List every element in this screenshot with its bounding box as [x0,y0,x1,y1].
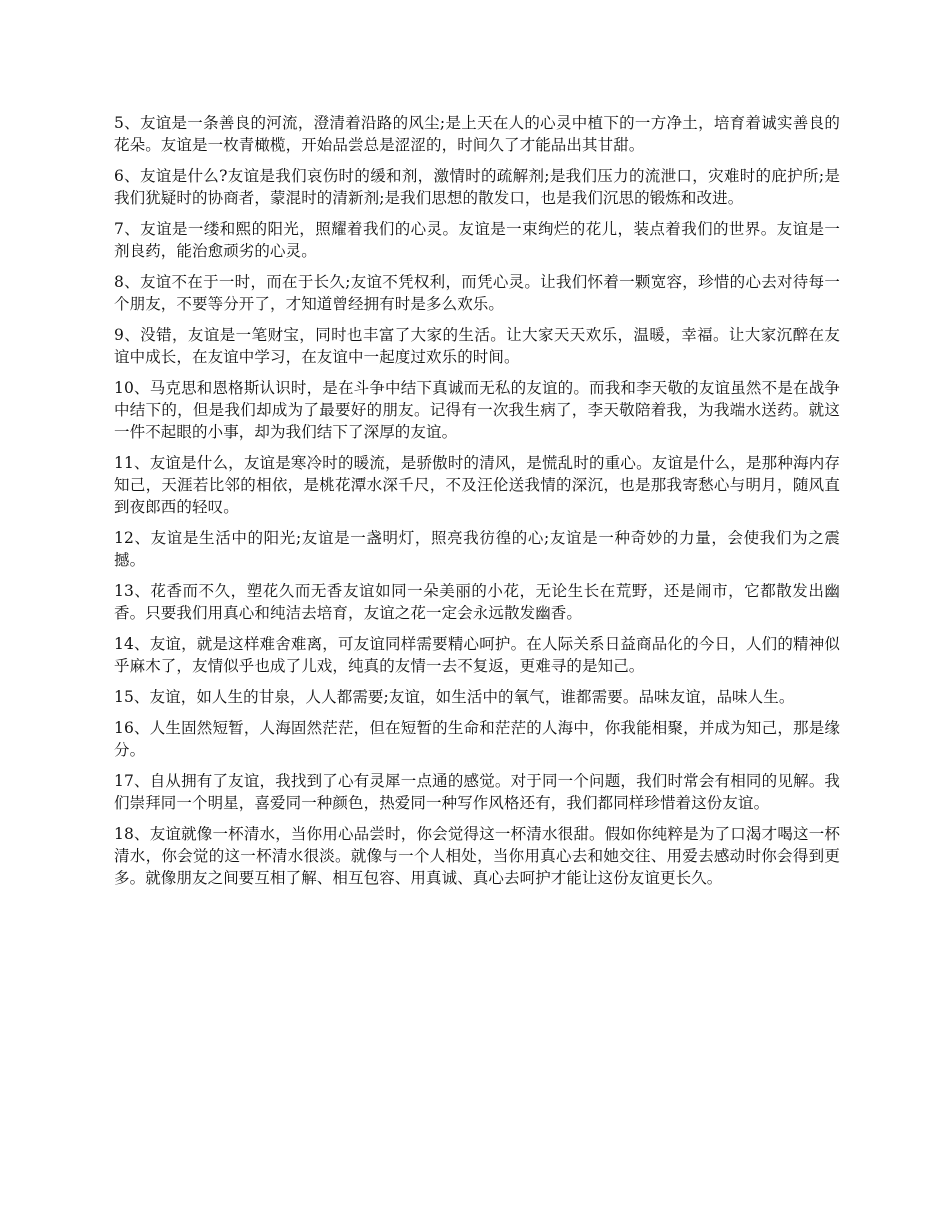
paragraph-6: 6、友谊是什么?友谊是我们哀伤时的缓和剂，激情时的疏解剂;是我们压力的流泄口，灾难时的庇护所;是我们犹疑时的协商者，蒙混时的清新剂;是我们思想的散发口，也是我们沉思的锻炼和改进。 [114,167,840,207]
paragraph-15: 15、友谊，如人生的甘泉，人人都需要;友谊，如生活中的氧气，谁都需要。品味友谊，品味人生。 [114,688,795,706]
paragraph-10: 10、马克思和恩格斯认识时，是在斗争中结下真诚而无私的友谊的。而我和李天敬的友谊虽然不是在战争中结下的，但是我们却成为了最要好的朋友。记得有一次我生病了，李天敬陪着我，为我端水送药。就这一件不起眼的小事，却为我们结下了深厚的友谊。 [114,379,840,441]
paragraph-7: 7、友谊是一缕和熙的阳光，照耀着我们的心灵。友谊是一束绚烂的花儿，装点着我们的世界。友谊是一剂良药，能治愈顽劣的心灵。 [114,220,840,260]
paragraph-9: 9、没错，友谊是一笔财宝，同时也丰富了大家的生活。让大家天天欢乐，温暖，幸福。让大家沉醉在友谊中成长，在友谊中学习，在友谊中一起度过欢乐的时间。 [114,326,840,366]
document-page [114,112,840,898]
paragraph-17: 17、自从拥有了友谊，我找到了心有灵犀一点通的感觉。对于同一个问题，我们时常会有相同的见解。我们崇拜同一个明星，喜爱同一种颜色，热爱同一种写作风格还有，我们都同样珍惜着这份友谊。 [114,772,840,812]
paragraph-16: 16、人生固然短暂，人海固然茫茫，但在短暂的生命和茫茫的人海中，你我能相聚，并成为知己，那是缘分。 [114,719,840,759]
paragraph-11: 11、友谊是什么，友谊是寒冷时的暖流，是骄傲时的清风，是慌乱时的重心。友谊是什么，是那种海内存知己，天涯若比邻的相依，是桃花潭水深千尺，不及汪伦送我情的深沉，也是那我寄愁心与明月，随风直到夜郎西的轻叹。 [114,454,840,516]
paragraph-12: 12、友谊是生活中的阳光;友谊是一盏明灯，照亮我彷徨的心;友谊是一种奇妙的力量，会使我们为之震撼。 [114,529,840,569]
paragraph-18: 18、友谊就像一杯清水，当你用心品尝时，你会觉得这一杯清水很甜。假如你纯粹是为了口渴才喝这一杯清水，你会觉的这一杯清水很淡。就像与一个人相处，当你用真心去和她交往、用爱去感动时你会得到更多。就像朋友之间要互相了解、相互包容、用真诚、真心去呵护才能让这份友谊更长久。 [114,825,840,887]
paragraph-5: 5、友谊是一条善良的河流，澄清着沿路的风尘;是上天在人的心灵中植下的一方净土，培育着诚实善良的花朵。友谊是一枚青橄榄，开始品尝总是涩涩的，时间久了才能品出其甘甜。 [114,114,840,154]
paragraph-14: 14、友谊，就是这样难舍难离，可友谊同样需要精心呵护。在人际关系日益商品化的今日，人们的精神似乎麻木了，友情似乎也成了儿戏，纯真的友情一去不复返，更难寻的是知己。 [114,635,840,675]
paragraph-8: 8、友谊不在于一时，而在于长久;友谊不凭权利，而凭心灵。让我们怀着一颗宽容，珍惜的心去对待每一个朋友，不要等分开了，才知道曾经拥有时是多么欢乐。 [114,273,840,313]
paragraph-13: 13、花香而不久，塑花久而无香友谊如同一朵美丽的小花，无论生长在荒野，还是闹市，它都散发出幽香。只要我们用真心和纯洁去培育，友谊之花一定会永远散发幽香。 [114,582,840,622]
